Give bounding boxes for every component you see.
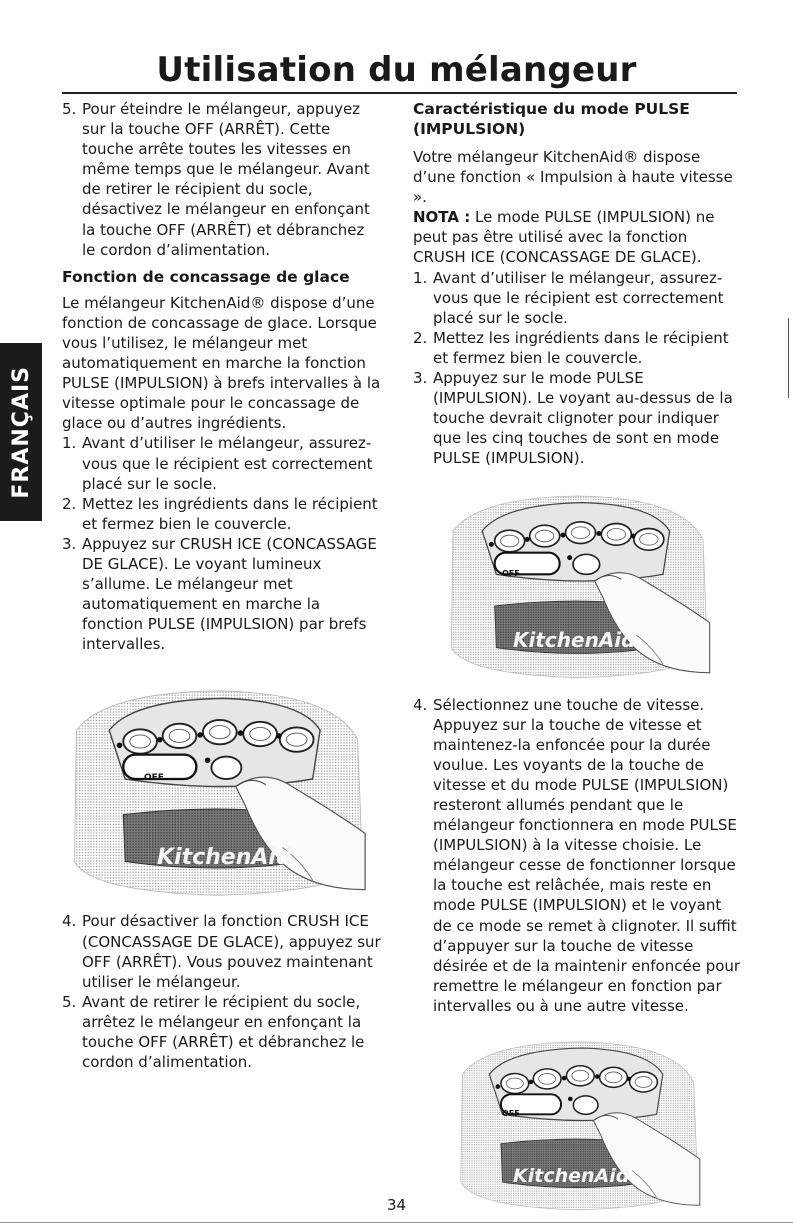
step-text: Mettez les ingrédients dans le récipient et fermez bien le couvercle. [433,328,729,367]
pulse-note [413,207,743,267]
edge-line [788,318,789,398]
language-tab-label: FRANÇAIS [8,365,34,499]
list-item [62,99,382,260]
crush-ice-intro: Le mélangeur KitchenAid® dispose d’une fonction de concassage de glace. Lorsque vous l’utilisez, le mélangeur met automatiquement en marche la fonction PULSE (IMPULSION) à brefs intervalles à la vitesse optimale pour le concassage de glace ou d’autres ingrédients. [62,293,381,433]
list-item [413,328,743,368]
section-heading-pulse: Caractéristique du mode PULSE (IMPULSION) [413,100,690,138]
brand-logo: KitchenAid [513,1165,630,1187]
crush-ice-steps [62,433,382,654]
step-text: Avant de retirer le récipient du socle, arrêtez le mélangeur en enfonçant la touche OFF (ARRÊT) et débranchez le cordon d’alimentation. [82,992,365,1072]
step-text: Avant d’utiliser le mélangeur, assurez-vous que le récipient est correctement placé sur le socle. [433,268,724,327]
list-item [62,992,382,1072]
step-text: Mettez les ingrédients dans le récipient et fermez bien le couvercle. [82,494,378,533]
step-number: 4. [62,912,77,931]
crush-ice-steps-end [62,911,382,1072]
step-number: 1. [413,268,428,287]
list-item [62,433,382,493]
list-item [62,494,382,534]
step-text: Sélectionnez une touche de vitesse. Appuyez sur la touche de vitesse et maintenez-la enfoncée pour la durée voulue. Les voyants de la touche de vitesse et du mode PULSE (IMPULSION) resteront allumés pendant que le mélangeur fonctionnera en mode PULSE (IMPULSION) à la vitesse choisie. Le mélangeur cesse de fonctionner lorsque la touche est relâchée, mais reste en mode PULSE (IMPULSION) et le voyant de ce mode se remet à clignoter. Il suffit d’appuyer sur la touche de vitesse désirée et de la maintenir enfoncée pour remettre le mélangeur en fonction par intervalles ou à une autre vitesse. [433,695,741,1015]
step-text: Appuyez sur le mode PULSE (IMPULSION). Le voyant au-dessus de la touche devrait clignoter pour indiquer que les cinq touches de sont en mode PULSE (IMPULSION). [433,369,733,468]
pulse-steps-end [413,695,743,1017]
pulse-steps [413,268,743,469]
list-item [62,911,382,991]
list-item [62,534,382,655]
language-tab [0,343,42,521]
bottom-divider [0,1222,793,1223]
left-column [62,99,382,1072]
step-number: 3. [413,369,428,388]
step-number: 5. [62,992,77,1011]
title-divider [62,92,737,94]
page-number: 34 [386,1196,407,1214]
note-label: NOTA : [413,208,471,227]
brand-logo: KitchenAid [513,627,636,652]
step-text: Avant d’utiliser le mélangeur, assurez-vous que le récipient est correctement placé sur le socle. [82,434,373,493]
step-number: 4. [413,695,428,714]
step-text: Pour éteindre le mélangeur, appuyez sur la touche OFF (ARRÊT). Cette touche arrête toutes les vitesses en même temps que le mélangeur. Avant de retirer le récipient du socle, désactivez le mélangeur en enfonçant la touche OFF (ARRÊT) et débranchez le cordon d’alimentation. [82,100,370,259]
step-number: 2. [413,328,428,347]
list-item [413,268,743,328]
step-number: 3. [62,534,77,553]
blender-pulse-illustration [413,481,743,681]
pulse-intro: Votre mélangeur KitchenAid® dispose d’une fonction « Impulsion à haute vitesse ». [413,148,733,207]
note-text: Le mode PULSE (IMPULSION) ne peut pas être utilisé avec la fonction CRUSH ICE (CONCASSAGE DE GLACE). [413,208,715,267]
brand-logo: KitchenAid [157,845,292,871]
off-label: OFF [502,1109,520,1118]
step-number: 1. [62,434,77,453]
step-text: Appuyez sur CRUSH ICE (CONCASSAGE DE GLACE). Le voyant lumineux s’allume. Le mélangeur met automatiquement en marche la fonction PULSE (IMPULSION) par brefs intervalles. [82,534,377,654]
right-column [413,99,743,1213]
left-steps-top [62,99,382,260]
blender-pulse-speed-illustration [413,1028,743,1213]
list-item [413,695,743,1017]
section-heading-crush-ice: Fonction de concassage de glace [62,267,350,286]
off-label: OFF [144,773,164,784]
list-item [413,368,743,468]
page-title: Utilisation du mélangeur [156,50,637,90]
off-label: OFF [502,568,520,578]
step-text: Pour désactiver la fonction CRUSH ICE (CONCASSAGE DE GLACE), appuyez sur OFF (ARRÊT). Vous pouvez maintenant utiliser le mélangeur. [82,912,381,991]
step-number: 5. [62,100,77,118]
blender-crush-ice-illustration [62,674,372,899]
step-number: 2. [62,494,77,513]
